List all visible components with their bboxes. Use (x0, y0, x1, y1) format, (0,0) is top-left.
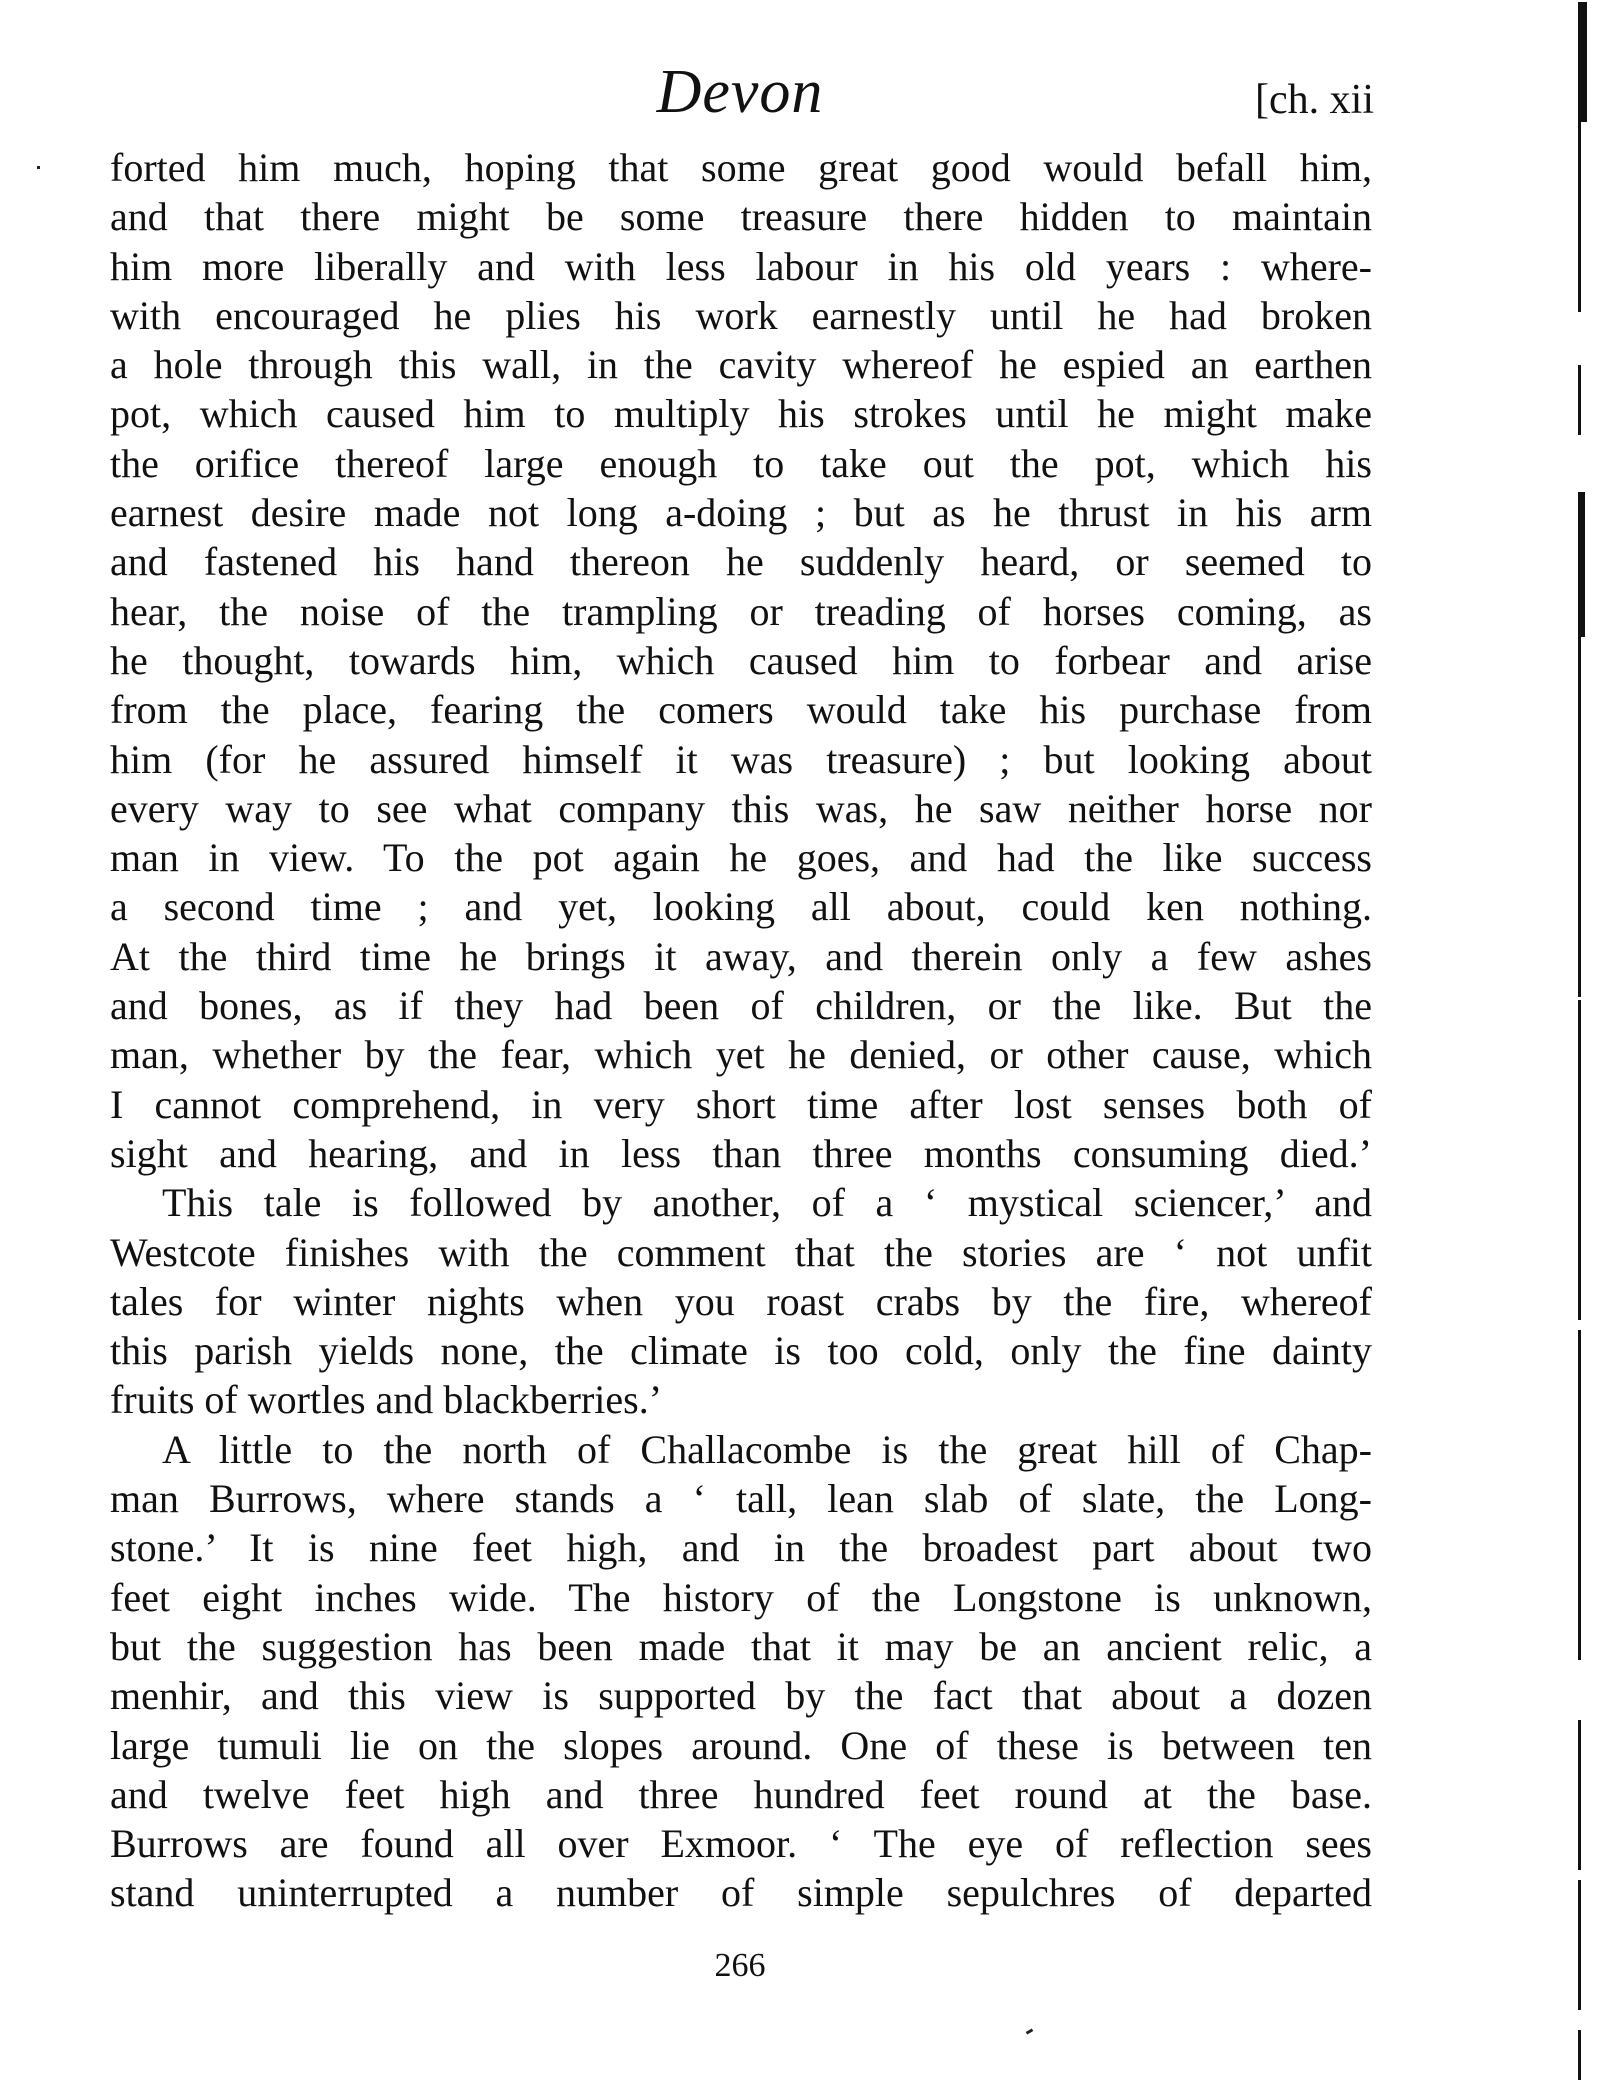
text-line: but the suggestion has been made that it may be an ancient relic, a (110, 1623, 1372, 1669)
text-line: pot, which caused him to multiply his strokes until he might make (110, 391, 1372, 437)
text-line: and twelve feet high and three hundred feet round at the base. (110, 1771, 1372, 1817)
text-line: hear, the noise of the trampling or treading of horses coming, as (110, 588, 1372, 634)
text-line: Burrows are found all over Exmoor. ‘ The eye of reflection sees (110, 1821, 1372, 1867)
text-line: him more liberally and with less labour in his old years : where- (110, 243, 1372, 289)
text-line: tales for winter nights when you roast crabs by the fire, whereof (110, 1278, 1372, 1324)
text-line: he thought, towards him, which caused him to forbear and arise (110, 637, 1372, 683)
text-line: from the place, fearing the comers would take his purchase from (110, 687, 1372, 733)
text-line: stone.’ It is nine feet high, and in the broadest part about two (110, 1525, 1372, 1571)
scan-edge-shadow (1578, 1880, 1581, 2010)
text-line: fruits of wortles and blackberries.’ (110, 1377, 663, 1423)
paragraph (110, 143, 1372, 1178)
scan-edge-shadow (1578, 1330, 1581, 1660)
scan-edge-shadow (1578, 637, 1581, 997)
paragraph (110, 1178, 1372, 1424)
text-line: A little to the north of Challacombe is the great hill of Chap- (162, 1426, 1372, 1472)
text-line: forted him much, hoping that some great good would befall him, (110, 145, 1372, 190)
text-line: large tumuli lie on the slopes around. One of these is between ten (110, 1722, 1372, 1768)
scan-speck (37, 166, 40, 169)
scan-edge-shadow (1578, 1190, 1581, 1320)
text-line: him (for he assured himself it was treasure) ; but looking about (110, 736, 1372, 782)
scan-edge-shadow (1578, 1000, 1581, 1210)
scan-edge-shadow (1578, 492, 1585, 637)
scan-edge-shadow (1578, 1720, 1581, 1870)
text-line: a hole through this wall, in the cavity whereof he espied an earthen (110, 342, 1372, 388)
paragraph (110, 1425, 1372, 1918)
scan-speck (1026, 2028, 1034, 2034)
scan-edge-shadow (1578, 2030, 1581, 2080)
running-head-chapter: [ch. xii (1255, 77, 1374, 123)
text-line: sight and hearing, and in less than three months consuming died.’ (110, 1130, 1372, 1176)
text-line: man Burrows, where stands a ‘ tall, lean slab of slate, the Long- (110, 1476, 1372, 1522)
body-text (110, 143, 1372, 1918)
text-line: This tale is followed by another, of a ‘ mystical sciencer,’ and (162, 1180, 1372, 1226)
scan-edge-shadow (1578, 2, 1587, 122)
text-line: the orifice thereof large enough to take out the pot, which his (110, 440, 1372, 486)
text-line: earnest desire made not long a-doing ; but as he thrust in his arm (110, 490, 1372, 536)
text-line: every way to see what company this was, he saw neither horse nor (110, 785, 1372, 831)
text-line: feet eight inches wide. The history of the Longstone is unknown, (110, 1574, 1372, 1620)
text-line: and bones, as if they had been of children, or the like. But the (110, 983, 1372, 1029)
text-line: and that there might be some treasure there hidden to maintain (110, 194, 1372, 240)
running-head-title: Devon (656, 58, 824, 126)
text-line: this parish yields none, the climate is too cold, only the fine dainty (110, 1328, 1372, 1374)
text-line: man in view. To the pot again he goes, and had the like success (110, 835, 1372, 881)
text-line: stand uninterrupted a number of simple sepulchres of departed (110, 1870, 1372, 1916)
text-line: At the third time he brings it away, and therein only a few ashes (110, 933, 1372, 979)
text-line: menhir, and this view is supported by the fact that about a dozen (110, 1673, 1372, 1719)
text-line: and fastened his hand thereon he suddenly heard, or seemed to (110, 539, 1372, 585)
scan-edge-shadow (1578, 122, 1581, 312)
text-line: a second time ; and yet, looking all about, could ken nothing. (110, 884, 1372, 930)
page-number: 266 (714, 1947, 766, 1984)
scan-edge-shadow (1578, 365, 1581, 435)
text-line: Westcote finishes with the comment that the stories are ‘ not unfit (110, 1229, 1372, 1275)
text-line: I cannot comprehend, in very short time after lost senses both of (110, 1081, 1372, 1127)
text-line: with encouraged he plies his work earnestly until he had broken (110, 292, 1372, 338)
text-line: man, whether by the fear, which yet he denied, or other cause, which (110, 1032, 1372, 1078)
